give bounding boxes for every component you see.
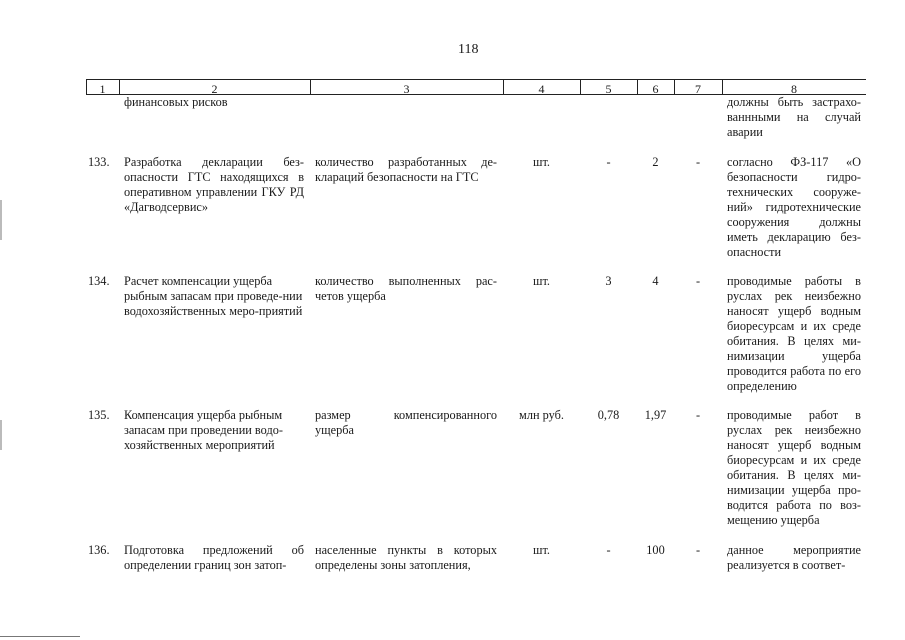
row-number: 134. [88, 274, 110, 288]
value-col6: 4 [652, 274, 659, 288]
row-number: 136. [88, 543, 110, 557]
value-col6: 100 [646, 543, 665, 557]
column-number-2: 2 [211, 82, 218, 96]
scan-margin-mark [0, 200, 2, 240]
column-number-7: 7 [695, 82, 701, 96]
indicator: населенные пункты в которых определены зоны затопления, [315, 543, 497, 572]
continuation-name: финансовых рисков [124, 95, 228, 109]
unit: шт. [533, 155, 550, 169]
note: проводимые работы в руслах рек неизбежно наносят ущерб водным биоресурсам и их среде обитания. В целях ми-нимизации ущерба проводится работа по его определению [727, 274, 861, 393]
value-col5: 0,78 [597, 408, 620, 422]
column-number-4: 4 [538, 82, 545, 96]
column-number-6: 6 [652, 82, 659, 96]
table-header-top-border [86, 79, 866, 80]
scan-footer-line [0, 636, 80, 637]
value-col5: - [606, 543, 611, 557]
value-col7: - [695, 543, 701, 557]
note: согласно ФЗ-117 «О безопасности гидро-технических сооруже-ний» гидротехнические сооружения должны иметь декларацию без-опасности [727, 155, 861, 259]
row-number: 133. [88, 155, 110, 169]
measure-name: Разработка декларации без-опасности ГТС находящихся в оперативном управлении ГКУ РД «Дагводсервис» [124, 155, 304, 214]
value-col7: - [695, 155, 701, 169]
column-number-8: 8 [791, 82, 797, 96]
value-col6: 1,97 [644, 408, 667, 422]
value-col7: - [695, 408, 701, 422]
column-number-3: 3 [403, 82, 410, 96]
column-number-1: 1 [99, 82, 106, 96]
value-col6: 2 [652, 155, 659, 169]
unit: шт. [533, 274, 550, 288]
note: данное мероприятие реализуется в соответ- [727, 543, 861, 572]
measure-name: Расчет компенсации ущерба рыбным запасам при проведе-нии водохозяйственных меро-приятий [124, 274, 303, 318]
unit: шт. [533, 543, 550, 557]
measure-name: Компенсация ущерба рыбным запасам при проведении водо-хозяйственных мероприятий [124, 408, 283, 452]
value-col5: 3 [605, 274, 612, 288]
scan-margin-mark [0, 420, 2, 450]
value-col5: - [606, 155, 611, 169]
continuation-note: должны быть застрахо-ваннными на случай аварии [727, 95, 861, 139]
value-col7: - [695, 274, 701, 288]
note: проводимые работ в руслах рек неизбежно наносят ущерб водным биоресурсам и их среде обитания. В целях ми-нимизации ущерба про-водится работа по воз-мещению ущерба [727, 408, 861, 527]
row-number: 135. [88, 408, 110, 422]
measure-name: Подготовка предложений об определении границ зон затоп- [124, 543, 304, 572]
indicator: размер компенсированного ущерба [315, 408, 497, 437]
unit: млн руб. [519, 408, 564, 422]
column-number-5: 5 [605, 82, 612, 96]
page-number: 118 [458, 42, 479, 57]
indicator: количество разработанных де-клараций безопасности на ГТС [315, 155, 497, 184]
indicator: количество выполненных рас-четов ущерба [315, 274, 497, 303]
